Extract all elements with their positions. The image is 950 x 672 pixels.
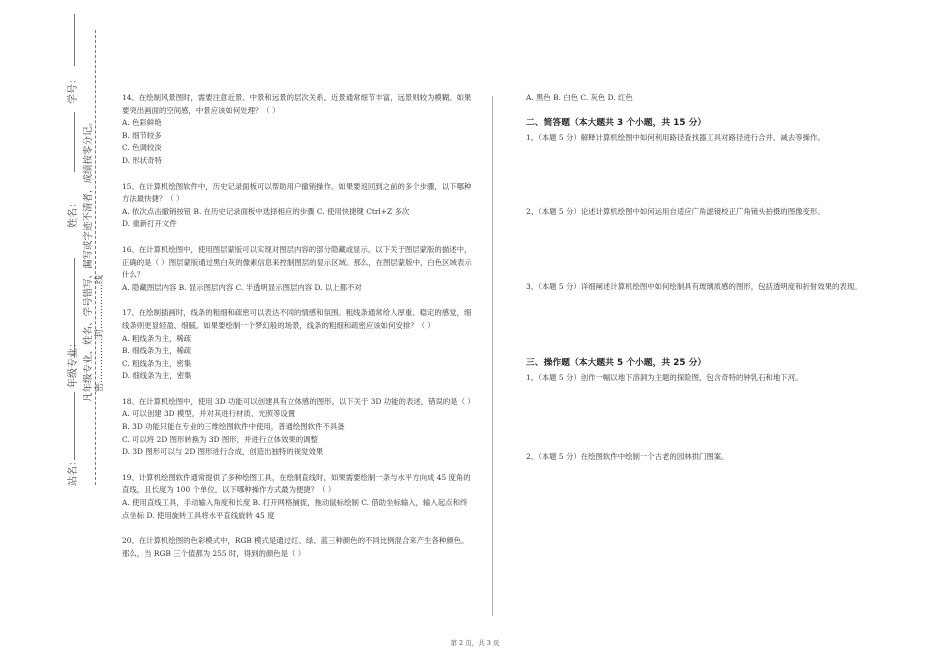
option: B. 3D 功能只能在专业的三维绘图软件中使用，普通绘图软件不具备: [122, 422, 345, 432]
grade-major-label: 年级专业：: [68, 338, 79, 388]
operation-1: 1、（本题 5 分）创作一幅以地下溶洞为主题的探险图，包含奇特的钟乳石和地下河。: [526, 373, 803, 383]
operation-2: 2、（本题 5 分）在绘图软件中绘制一个古老的园林拱门图案。: [526, 451, 729, 461]
question-14: [122, 92, 472, 168]
option: B. 细节较多: [122, 130, 162, 140]
short-answer-2: 2、（本题 5 分）论述计算机绘图中如何运用自适应广角滤镜校正广角镜头拍摄的图像变形。: [526, 207, 825, 217]
question-20-options: A. 黑色 B. 白色 C. 灰色 D. 红色: [526, 93, 633, 102]
option: A. 可以创建 3D 模型，并对其进行材质、光照等设置: [122, 409, 296, 419]
option: D. 3D 图形可以与 2D 图形进行合成，创造出独特的视觉效果: [122, 447, 324, 457]
binding-note: 凡年级专业、姓名、学号错写、漏写或字迹不清者，成绩按零分记。: [83, 116, 94, 402]
short-answer-1: 1、（本题 5 分）解释计算机绘图中如何利用路径查找器工具对路径进行合并、减去等操作。: [526, 132, 825, 142]
option: B. 细线条为主，稀疏: [122, 346, 192, 356]
question-stem: 15、在计算机绘图软件中，历史记录面板可以帮助用户撤销操作。如果要返回到之前的多个步骤，以下哪种方法最快捷？（ ）: [122, 181, 472, 204]
section-3-title: 三、操作题（本大题共 5 个小题，共 25 分）: [526, 358, 707, 369]
name-label: 姓名：: [68, 198, 79, 228]
left-column: [122, 92, 475, 573]
column-divider: [492, 96, 493, 616]
question-stem: 20、在计算机绘图的色彩模式中，RGB 模式是通过红、绿、蓝三种颜色的不同比例混合来产生各种颜色。那么，当 RGB 三个值都为 255 时，得到的颜色是（ ）: [122, 536, 469, 558]
question-20: [122, 535, 472, 560]
option: A. 依次点击撤销按钮 B. 在历史记录面板中选择相应的步骤 C. 使用快捷键 Ctrl+Z 多次: [122, 206, 410, 216]
option: C. 色调较淡: [122, 143, 162, 153]
question-stem: 17、在绘制插画时，线条的粗细和疏密可以表达不同的情感和氛围。粗线条通常给人厚重、稳定的感觉，细线条则更显轻盈、细腻。如果要绘制一个梦幻般的场景，线条的粗细和疏密应该如何安排？（ ）: [122, 308, 472, 330]
question-18: [122, 396, 475, 459]
option: A. 使用直线工具，手动输入角度和长度 B. 打开网格捕捉，拖动鼠标绘制 C. 借助坐标输入，输入起点和终点坐标 D. 使用旋转工具将水平直线旋转 45 度: [122, 498, 468, 520]
name-underline: [74, 112, 75, 172]
question-stem: 14、在绘制风景图时，需要注意近景、中景和远景的层次关系。近景通常细节丰富，远景则较为模糊。如果要突出画面的空间感，中景应该如何处理？（ ）: [122, 93, 472, 115]
option: D. 形状奇特: [122, 155, 162, 165]
question-stem: 16、在计算机绘图中，使用图层蒙版可以实现对图层内容的部分隐藏或显示。以下关于图层蒙版的描述中，正确的是（ ）图层蒙版通过黑白灰的像素信息来控制图层的显示区域。那么，在图层蒙版中，白色区域表示什么？: [122, 244, 472, 280]
section-2-title: 二、简答题（本大题共 3 个小题，共 15 分）: [526, 117, 707, 128]
option: A. 色彩鲜艳: [122, 118, 162, 128]
binding-margin: [0, 0, 110, 672]
option: A. 隐藏图层内容 B. 显示图层内容 C. 半透明显示图层内容 D. 以上都不对: [122, 282, 362, 292]
student-id-label: 学号：: [68, 74, 79, 104]
option: D. 重新打开文件: [122, 219, 177, 229]
question-stem: 18、在计算机绘图中，使用 3D 功能可以创建具有立体感的图形。以下关于 3D 功能的表述，错误的是（ ）: [122, 396, 475, 406]
right-column: [526, 92, 866, 477]
option: D. 细线条为主，密集: [122, 371, 192, 381]
short-answer-3: 3、（本题 5 分）详细阐述计算机绘图中如何绘制具有玻璃质感的图形，包括透明度和折射效果的表现。: [526, 281, 862, 291]
option: A. 粗线条为主，稀疏: [122, 333, 192, 343]
student-id-underline: [74, 14, 75, 66]
school-label: 站名：: [68, 456, 79, 486]
option: C. 粗线条为主，密集: [122, 358, 192, 368]
question-19: [122, 472, 472, 522]
question-16: [122, 244, 472, 294]
page-footer: 第 2 页，共 3 页: [450, 639, 500, 647]
question-15: [122, 181, 472, 231]
option: C. 可以将 2D 图形转换为 3D 图形，并进行立体效果的调整: [122, 434, 318, 444]
question-stem: 19、计算机绘图软件通常提供了多种绘图工具，在绘制直线时，如果需要绘制一条与水平方向成 45 度角的直线，且长度为 100 个单位，以下哪种操作方式最为便捷？（ ）: [122, 472, 471, 495]
cut-line-label: 密……………封……………线: [95, 274, 105, 392]
cut-dashed-line: [95, 30, 96, 485]
school-underline: [74, 392, 75, 460]
question-17: [122, 307, 472, 383]
